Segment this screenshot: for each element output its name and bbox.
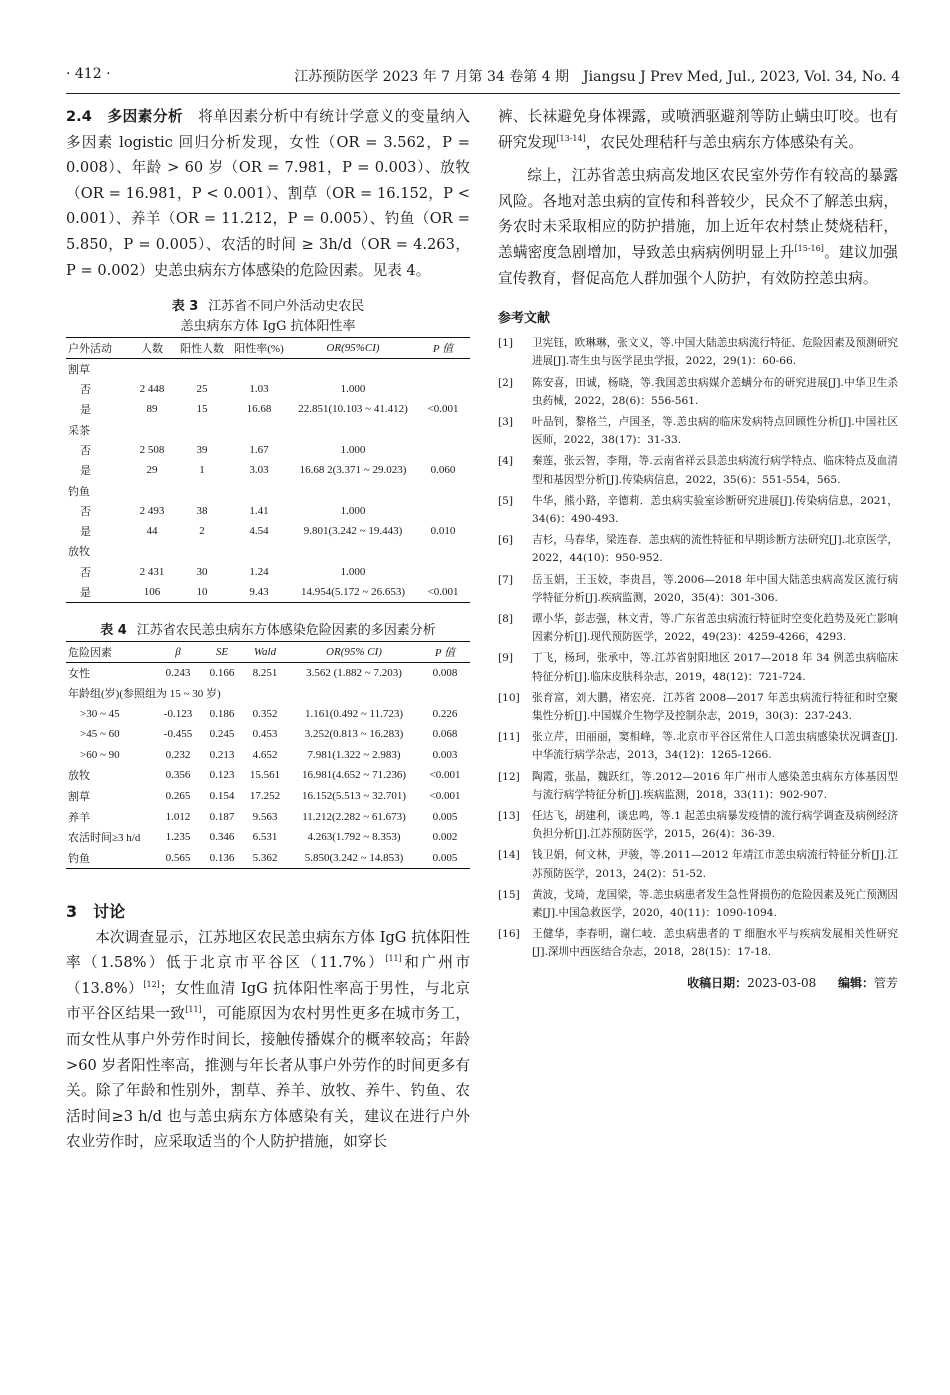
table-cell: 0.226 — [432, 707, 458, 720]
table-row — [66, 440, 470, 460]
table-cell: -0.455 — [163, 728, 193, 741]
table-cell: 9.43 — [228, 582, 290, 602]
table-cell: 0.003 — [432, 748, 458, 761]
table-cell: 0.352 — [252, 707, 278, 720]
reference-item — [498, 571, 898, 607]
table-3-col-n: 人数 — [128, 338, 176, 359]
table-row — [66, 662, 470, 683]
table-4-group-row — [66, 683, 470, 704]
table-cell — [416, 562, 470, 582]
table-cell: 2 493 — [139, 504, 165, 517]
table-cell: <0.001 — [427, 403, 459, 416]
reference-item — [498, 768, 898, 804]
table-3-col-or: OR(95%CI) — [290, 338, 416, 359]
section-3 — [66, 899, 470, 1155]
reference-item — [498, 728, 898, 764]
table-cell: 3.252(0.813 ~ 16.283) — [304, 728, 404, 741]
reference-text: 牛华，熊小路，辛德莉．恙虫病实验室诊断研究进展[J].传染病信息，2021，34(6)：490-493. — [532, 494, 898, 525]
journal-title: 江苏预防医学 2023 年 7 月第 34 卷第 4 期 Jiangsu J Prev Med, Jul., 2023, Vol. 34, No. 4 — [294, 69, 900, 85]
reference-number: [12] — [498, 770, 520, 783]
table-cell: 0.008 — [432, 666, 458, 679]
table-row — [66, 806, 470, 827]
reference-number: [11] — [498, 731, 520, 744]
reference-number: [6] — [498, 534, 514, 547]
reference-text: 岳玉娟，王玉姣，李贵昌，等.2006—2018 年中国大陆恙虫病高发区流行病学特征分析[J].疾病监测，2020，35(4)：301-306. — [532, 573, 898, 604]
citation: [15-16] — [794, 244, 824, 254]
table-cell: 钓鱼 — [66, 848, 154, 869]
right-column — [498, 104, 898, 991]
table-cell: 0.453 — [252, 728, 278, 741]
table-cell: 11.212(2.282 ~ 61.673) — [302, 810, 406, 823]
table-cell: <0.001 — [429, 769, 461, 782]
reference-number: [10] — [498, 691, 520, 704]
table-3-col-rate: 阳性率(%) — [228, 338, 290, 359]
article-footer — [498, 974, 898, 991]
table-cell: 1.03 — [249, 383, 269, 396]
table-cell: 0.186 — [209, 707, 235, 720]
reference-text: 张育富，刘大鹏，褚宏亮．江苏省 2008—2017 年恙虫病流行特征和时空聚集性分析[J].中国媒介生物学及控制杂志，2019，30(3)：237-243. — [532, 691, 898, 723]
table-cell: 否 — [80, 566, 91, 579]
reference-item — [498, 413, 898, 449]
table-cell: 农活时间≥3 h/d — [68, 832, 141, 845]
table-cell: 22.851(10.103 ~ 41.412) — [298, 403, 408, 416]
table-3-caption — [66, 297, 470, 337]
table-cell: 38 — [196, 504, 208, 517]
table-4-col-p: P 值 — [420, 641, 470, 662]
section-3-p1-b: 和广州市（13.8%） — [66, 954, 470, 997]
table-cell: 1.000 — [340, 383, 366, 396]
section-3-p2-a: 裤、长袜避免身体裸露，或喷洒驱避剂等防止螨虫叮咬。也有研究发现 — [498, 108, 898, 151]
reference-number: [7] — [498, 573, 514, 586]
table-cell: 0.243 — [165, 666, 191, 679]
table-row — [66, 786, 470, 807]
table-cell: 0.232 — [165, 748, 191, 761]
reference-item — [498, 452, 898, 488]
reference-text: 陶霞，张晶，魏跃红，等.2012—2016 年广州市人感染恙虫病东方体基因型与流行病学特征分析[J].疾病监测，2018，33(11)：902-907. — [532, 770, 898, 801]
table-cell: 2 508 — [139, 443, 165, 456]
table-row — [66, 765, 470, 786]
table-4-title: 江苏省农民恙虫病东方体感染危险因素的多因素分析 — [136, 622, 436, 638]
reference-number: [14] — [498, 849, 520, 862]
table-cell: 16.68 2(3.371 ~ 29.023) — [299, 464, 407, 477]
table-cell: 是 — [80, 526, 91, 539]
table-cell: 0.213 — [209, 748, 235, 761]
table-cell: 29 — [146, 464, 158, 477]
table-row — [66, 460, 470, 480]
table-3-group-fishing: 钓鱼 — [68, 485, 90, 498]
table-3-col-p: P 值 — [416, 338, 470, 359]
reference-text: 黄波，戈琦，龙国梁，等.恙虫病患者发生急性肾损伤的危险因素及死亡预测因素[J].中国急救医学，2020，40(11)：1090-1094. — [532, 888, 898, 920]
reference-text: 王健华，李春明，谢仁岐．恙虫病患者的 T 细胞水平与疾病发展相关性研究[J].深圳中西医结合杂志，2018，28(15)：17-18. — [532, 928, 898, 959]
table-cell: 15.561 — [249, 769, 281, 782]
page-number: · 412 · — [66, 66, 111, 82]
table-cell: 17.252 — [249, 790, 281, 803]
table-cell: 1 — [199, 464, 205, 477]
table-cell: 15 — [196, 403, 208, 416]
table-4-col-factor: 危险因素 — [66, 641, 154, 662]
table-3-group-tea: 采茶 — [68, 424, 90, 437]
table-cell: >45 ~ 60 — [80, 728, 120, 741]
table-3-group-row — [66, 480, 470, 500]
reference-text: 卫宪钰，欧琳琳，张文义，等.中国大陆恙虫病流行特征、危险因素及预测研究进展[J].寄生虫与医学昆虫学报，2022，29(1)：60-66. — [532, 337, 898, 368]
table-cell: <0.001 — [429, 790, 461, 803]
reference-item — [498, 374, 898, 410]
reference-number: [5] — [498, 494, 514, 507]
table-cell: 4.263(1.792 ~ 8.353) — [307, 831, 401, 844]
table-4 — [66, 621, 470, 869]
table-3-header-row — [66, 338, 470, 359]
section-3-heading: 3 讨论 — [66, 901, 126, 921]
section-2-4-heading: 2.4 多因素分析 — [66, 108, 184, 125]
table-cell: 是 — [80, 465, 91, 478]
table-cell: 0.346 — [209, 831, 235, 844]
reference-item — [498, 689, 898, 725]
section-3-p1-d: ，可能原因为农村男性更多在城市务工，而女性从事户外劳作时间长，接触传播媒介的概率较高；年龄>60 岁者阳性率高，推测与年长者从事户外劳作的时间更多有关。除了年龄和性别外，割草、养羊、放牧、养牛、钓鱼、农活时间≥3 h/d 也与恙虫病东方体感染有关，建议在进行户外农业劳作时，应采取适当的个人防护措施，如穿长 — [66, 1005, 470, 1151]
table-cell: 放牧 — [68, 770, 90, 783]
table-cell: 89 — [146, 403, 158, 416]
reference-text: 钱卫娟，何文林，尹骏，等.2011—2012 年靖江市恙虫病流行特征分析[J].江苏预防医学，2013，24(2)：51-52. — [532, 849, 898, 880]
table-3-title-line2: 恙虫病东方体 IgG 抗体阳性率 — [180, 319, 356, 335]
citation: [12] — [143, 979, 160, 989]
reference-text: 谭小华，彭志强，林文青，等.广东省恙虫病流行特征时空变化趋势及死亡影响因素分析[J].现代预防医学，2022，49(23)：4259-4266，4293. — [532, 613, 898, 644]
section-3-paragraph-3 — [498, 163, 898, 291]
table-cell: >60 ~ 90 — [80, 748, 120, 761]
table-row — [66, 703, 470, 724]
table-cell: 6.531 — [252, 831, 278, 844]
table-cell: 割草 — [68, 791, 90, 804]
section-3-paragraph-2 — [498, 104, 898, 155]
citation: [13-14] — [556, 133, 586, 143]
table-4-col-beta: β — [154, 641, 202, 662]
reference-number: [15] — [498, 888, 520, 901]
table-4-header-row — [66, 641, 470, 662]
table-row — [66, 848, 470, 869]
table-cell: 7.981(1.322 ~ 2.983) — [307, 748, 401, 761]
table-4-age-group-label: 年龄组(岁)(参照组为 15 ~ 30 岁) — [68, 688, 221, 701]
table-cell: 1.67 — [249, 443, 269, 456]
reference-text: 吉杉，马春华，梁连春．恙虫病的流性特征和早期诊断方法研究[J].北京医学，2022，44(10)：950-952. — [532, 534, 898, 565]
table-4-label: 表 4 — [100, 622, 127, 638]
received-date: 2023-03-08 — [747, 975, 817, 990]
table-cell: 3.562 (1.882 ~ 7.203) — [306, 666, 402, 679]
reference-number: [2] — [498, 376, 514, 389]
reference-item — [498, 492, 898, 528]
table-cell: 0.166 — [209, 666, 235, 679]
table-4-caption — [66, 621, 470, 641]
table-cell: 1.000 — [340, 565, 366, 578]
table-cell: 3.03 — [249, 464, 269, 477]
table-cell: 是 — [80, 404, 91, 417]
table-cell: 0.123 — [209, 769, 235, 782]
table-cell: 0.010 — [430, 525, 456, 538]
citation: [11] — [385, 954, 402, 964]
table-cell — [416, 440, 470, 460]
table-cell: 1.41 — [249, 504, 269, 517]
table-cell: 14.954(5.172 ~ 26.653) — [290, 582, 416, 602]
table-cell: 1.000 — [340, 443, 366, 456]
reference-number: [4] — [498, 455, 514, 468]
editor-name: 管芳 — [873, 975, 898, 990]
table-4-grid — [66, 641, 470, 869]
table-row — [66, 399, 470, 419]
table-cell: 10 — [176, 582, 228, 602]
section-3-p1-a: 本次调查显示，江苏地区农民恙虫病东方体 IgG 抗体阳性率（1.58%）低于北京市平谷区（11.7%） — [66, 928, 470, 972]
table-cell: 1.012 — [165, 810, 191, 823]
table-cell: 0.060 — [430, 464, 456, 477]
reference-number: [1] — [498, 337, 514, 350]
table-cell: 否 — [80, 444, 91, 457]
table-cell: 0.154 — [209, 790, 235, 803]
section-3-p1-c: ；女性血清 IgG 抗体阳性率高于男性，与北京市平谷区结果一致 — [66, 979, 470, 1023]
table-cell: 9.801(3.242 ~ 19.443) — [303, 525, 403, 538]
table-row — [66, 562, 470, 582]
reference-item — [498, 925, 898, 961]
table-cell: >30 ~ 45 — [80, 707, 120, 720]
table-cell: 是 — [66, 582, 128, 602]
table-cell: 0.005 — [420, 848, 470, 869]
table-row — [66, 379, 470, 399]
table-cell: 4.54 — [249, 525, 269, 538]
reference-number: [13] — [498, 810, 520, 823]
section-3-p3-a: 综上，江苏省恙虫病高发地区农民室外劳作有较高的暴露风险。各地对恙虫病的宣传和科普较少，民众不了解恙虫病，务农时未采取相应的防护措施，加上近年农村禁止焚烧秸秆，恙螨密度急剧增加，导致恙虫病病例明显上升 — [498, 167, 898, 261]
table-cell: 0.565 — [154, 848, 202, 869]
table-row — [66, 745, 470, 766]
received-label: 收稿日期： — [687, 975, 748, 990]
table-cell: 0.265 — [165, 790, 191, 803]
reference-number: [16] — [498, 928, 520, 941]
reference-item — [498, 610, 898, 646]
table-3-group-mowing: 割草 — [68, 364, 90, 377]
table-cell: <0.001 — [416, 582, 470, 602]
table-cell: 养羊 — [68, 811, 90, 824]
table-cell: 16.68 — [246, 403, 272, 416]
citation: [11] — [185, 1005, 202, 1015]
editor-label: 编辑： — [837, 975, 874, 990]
reference-item — [498, 649, 898, 685]
reference-number: [8] — [498, 613, 514, 625]
table-3-group-row — [66, 541, 470, 561]
table-cell: 0.002 — [432, 831, 458, 844]
table-3-group-row — [66, 420, 470, 440]
table-cell: 女性 — [68, 667, 90, 680]
table-cell: 9.563 — [252, 810, 278, 823]
section-2-4-text: 将单因素分析中有统计学意义的变量纳入多因素 logistic 回归分析发现，女性（OR = 3.562，P = 0.008）、年龄 > 60 岁（OR = 7.981，P = 0.003）、放牧（OR = 16.981，P < 0.001）、割草（OR = 16.152，P < 0.001）、养羊（OR = 11.212，P = 0.005）、钓鱼（OR = 5.850，P = 0.005）、农活的时间 ≥ 3h/d（OR = 4.263，P = 0.002）史恙虫病东方体感染的危险因素。见表 4。 — [66, 108, 470, 279]
table-cell: 106 — [128, 582, 176, 602]
table-cell: 否 — [80, 384, 91, 397]
reference-list — [498, 334, 898, 962]
left-column — [66, 104, 470, 1155]
reference-number: [3] — [498, 415, 514, 428]
table-cell: 16.981(4.652 ~ 71.236) — [301, 769, 407, 782]
reference-text: 秦莲，张云智，李翔，等.云南省祥云县恙虫病流行病学特点、临床特点及血清型和基因型分析[J].传染病信息，2022，35(6)：551-554，565. — [532, 455, 898, 486]
table-row — [66, 724, 470, 745]
references-heading: 参考文献 — [498, 311, 551, 327]
table-cell: 5.850(3.242 ~ 14.853) — [288, 848, 420, 869]
reference-text: 任达飞，胡建利，谈忠鸣，等.1 起恙虫病暴发疫情的流行病学调查及病例经济负担分析[J].江苏预防医学，2015，26(4)：36-39. — [532, 810, 898, 841]
table-cell: 0.068 — [432, 728, 458, 741]
section-2-4-paragraph — [66, 104, 470, 283]
table-row — [66, 582, 470, 602]
table-cell — [416, 501, 470, 521]
section-3-paragraph-1 — [66, 925, 470, 1155]
reference-text: 叶品钊，黎格兰，卢国圣，等.恙虫病的临床发病特点回顾性分析[J].中国社区医师，2022，38(17)：31-33. — [532, 415, 898, 447]
reference-item — [498, 807, 898, 843]
table-3-grid — [66, 337, 470, 603]
table-cell — [416, 379, 470, 399]
table-3-group-grazing: 放牧 — [68, 546, 90, 559]
table-row — [66, 521, 470, 541]
table-3 — [66, 297, 470, 603]
table-cell: 0.187 — [209, 810, 235, 823]
table-cell: 0.356 — [165, 769, 191, 782]
table-cell: -0.123 — [163, 707, 193, 720]
reference-item — [498, 531, 898, 567]
table-cell: 0.005 — [432, 810, 458, 823]
reference-item — [498, 886, 898, 922]
running-header — [66, 62, 900, 94]
table-3-label: 表 3 — [171, 299, 199, 315]
table-cell: 30 — [196, 565, 208, 578]
reference-item — [498, 846, 898, 882]
reference-text: 陈安喜，田诚，杨晓，等.我国恙虫病媒介恙螨分布的研究进展[J].中华卫生杀虫药械，2022，28(6)：556-561. — [532, 376, 898, 407]
table-cell: 1.235 — [165, 831, 191, 844]
table-cell: 4.652 — [252, 748, 278, 761]
table-cell: 1.24 — [249, 565, 269, 578]
table-cell: 25 — [196, 383, 208, 396]
table-3-col-activity: 户外活动 — [66, 338, 128, 359]
table-cell: 否 — [80, 505, 91, 518]
table-3-col-positive: 阳性人数 — [176, 338, 228, 359]
table-3-title-line1: 江苏省不同户外活动史农民 — [208, 299, 365, 315]
table-row — [66, 501, 470, 521]
reference-text: 丁飞，杨珂，张承中，等.江苏省射阳地区 2017—2018 年 34 例恙虫病临床特征分析[J].临床皮肤科杂志，2019，48(12)：721-724. — [532, 652, 898, 683]
table-3-group-row — [66, 359, 470, 379]
table-cell: 2 — [199, 525, 205, 538]
table-4-col-wald: Wald — [242, 641, 288, 662]
table-cell: 16.152(5.513 ~ 32.701) — [301, 790, 407, 803]
table-cell: 2 448 — [139, 383, 165, 396]
table-row — [66, 827, 470, 848]
table-cell: 0.136 — [202, 848, 242, 869]
table-cell: 0.245 — [209, 728, 235, 741]
table-cell: 39 — [196, 443, 208, 456]
table-cell: 8.251 — [252, 666, 278, 679]
table-cell: 2 431 — [139, 565, 165, 578]
table-4-col-or: OR(95% CI) — [288, 641, 420, 662]
table-cell: 5.362 — [242, 848, 288, 869]
reference-item — [498, 334, 898, 370]
section-3-p2-b: ，农民处理秸秆与恙虫病东方体感染有关。 — [585, 133, 863, 151]
table-cell: 1.161(0.492 ~ 11.723) — [304, 707, 404, 720]
section-3-p3-b: 。建议加强宣传教育，督促高危人群加强个人防护，有效防控恙虫病。 — [498, 243, 898, 287]
table-4-col-se: SE — [202, 641, 242, 662]
reference-number: [9] — [498, 652, 514, 665]
table-cell: 1.000 — [340, 504, 366, 517]
reference-text: 张立芹，田丽丽，窦相峰，等.北京市平谷区常住人口恙虫病感染状况调查[J].中华流行病学杂志，2013，34(12)：1265-1266. — [532, 731, 898, 762]
table-cell: 44 — [146, 525, 158, 538]
